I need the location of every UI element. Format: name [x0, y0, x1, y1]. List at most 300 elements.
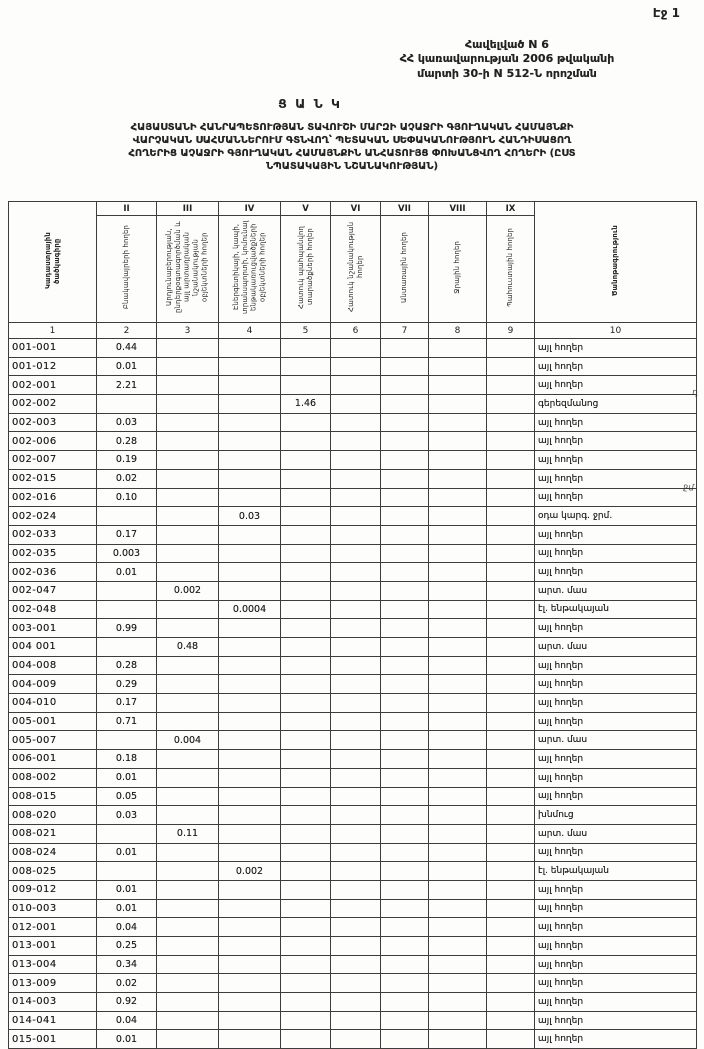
table-row	[9, 993, 697, 1012]
table-row	[9, 712, 697, 731]
cadastral-code-cell: 002-003	[9, 413, 97, 432]
value-cell: 0.92	[97, 993, 157, 1012]
cadastral-code-cell: 002-001	[9, 376, 97, 395]
note-cell: այլ հողեր	[535, 750, 697, 769]
table-row	[9, 768, 697, 787]
value-cell	[381, 899, 429, 918]
value-cell	[331, 488, 381, 507]
column-number: 8	[429, 323, 487, 339]
value-cell	[381, 843, 429, 862]
value-cell	[429, 675, 487, 694]
note-cell: այլ հողեր	[535, 1030, 697, 1049]
table-row	[9, 694, 697, 713]
table-row	[9, 675, 697, 694]
cadastral-code-cell: 004-008	[9, 656, 97, 675]
cadastral-code-cell: 009-012	[9, 880, 97, 899]
note-cell: այլ հողեր	[535, 899, 697, 918]
value-cell	[281, 880, 331, 899]
value-cell: 0.17	[97, 525, 157, 544]
value-cell	[219, 544, 281, 563]
value-cell	[331, 750, 381, 769]
value-cell	[331, 1011, 381, 1030]
value-cell	[487, 469, 535, 488]
value-cell	[219, 750, 281, 769]
value-cell	[487, 731, 535, 750]
value-cell	[381, 824, 429, 843]
value-cell	[381, 451, 429, 470]
value-cell	[487, 563, 535, 582]
value-cell	[429, 750, 487, 769]
value-cell	[219, 880, 281, 899]
note-cell: այլ հողեր	[535, 843, 697, 862]
value-cell	[487, 656, 535, 675]
value-cell	[487, 843, 535, 862]
cadastral-code-cell: 002-048	[9, 600, 97, 619]
value-cell	[487, 357, 535, 376]
cadastral-code-cell: 008-015	[9, 787, 97, 806]
cadastral-code-cell: 013-001	[9, 937, 97, 956]
value-cell	[97, 581, 157, 600]
value-cell: 0.28	[97, 432, 157, 451]
note-cell: այլ հողեր	[535, 880, 697, 899]
value-cell	[331, 675, 381, 694]
decree-line-1: ՀՀ կառավարության 2006 թվականի	[399, 52, 615, 66]
value-cell	[381, 638, 429, 657]
value-cell	[331, 862, 381, 881]
value-cell	[429, 768, 487, 787]
value-cell	[157, 918, 219, 937]
value-cell	[157, 432, 219, 451]
value-cell	[219, 712, 281, 731]
value-cell	[429, 694, 487, 713]
cadastral-code-cell: 010-003	[9, 899, 97, 918]
value-cell	[219, 638, 281, 657]
value-cell: 0.28	[97, 656, 157, 675]
value-cell	[219, 675, 281, 694]
value-cell	[331, 880, 381, 899]
value-cell: 0.34	[97, 955, 157, 974]
value-cell: 0.29	[97, 675, 157, 694]
subtitle-line: ՀՈՂԵՐԻՑ ԱՉԱՋՐԻ ԳՅՈՒՂԱԿԱՆ ՀԱՄԱՅՆՔԻՆ ԱՆՀԱՏՈՒՅՑ ՓՈԽԱՆՑՎՈՂ ՀՈՂԵՐԻ (ԸՍՏ	[128, 148, 576, 159]
value-cell	[331, 638, 381, 657]
value-cell	[331, 451, 381, 470]
value-cell: 0.10	[97, 488, 157, 507]
cadastral-code-cell: 014-003	[9, 993, 97, 1012]
note-cell: արտ. մաս	[535, 638, 697, 657]
value-cell	[331, 469, 381, 488]
value-cell	[381, 488, 429, 507]
table-row	[9, 974, 697, 993]
value-cell	[381, 1011, 429, 1030]
value-cell	[331, 787, 381, 806]
value-cell	[157, 862, 219, 881]
cadastral-code-cell: 002-007	[9, 451, 97, 470]
value-cell: 0.01	[97, 768, 157, 787]
value-cell	[157, 880, 219, 899]
value-cell	[281, 824, 331, 843]
value-cell	[331, 955, 381, 974]
note-cell: օդա կարգ. ջրմ.	[535, 507, 697, 526]
value-cell	[281, 656, 331, 675]
value-cell	[281, 339, 331, 358]
cadastral-code-cell: 015-001	[9, 1030, 97, 1049]
value-cell	[281, 806, 331, 825]
table-row	[9, 937, 697, 956]
note-cell: այլ հողեր	[535, 712, 697, 731]
value-cell	[157, 993, 219, 1012]
value-cell	[381, 694, 429, 713]
value-cell	[429, 395, 487, 414]
value-cell	[429, 600, 487, 619]
table-row	[9, 581, 697, 600]
value-cell: 0.99	[97, 619, 157, 638]
value-cell	[381, 357, 429, 376]
note-cell: արտ. մաս	[535, 581, 697, 600]
note-cell: գերեզմանոց	[535, 395, 697, 414]
value-cell	[487, 937, 535, 956]
value-cell	[157, 787, 219, 806]
value-cell	[219, 488, 281, 507]
value-cell	[281, 918, 331, 937]
table-row	[9, 507, 697, 526]
value-cell	[429, 544, 487, 563]
doc-subtitle	[30, 121, 674, 173]
value-cell	[429, 656, 487, 675]
value-cell	[219, 376, 281, 395]
roman-numeral: VI	[331, 202, 381, 216]
value-cell	[429, 1011, 487, 1030]
cadastral-code-cell: 002-033	[9, 525, 97, 544]
value-cell	[429, 843, 487, 862]
note-cell: արտ. մաս	[535, 731, 697, 750]
value-cell: 0.002	[157, 581, 219, 600]
value-cell	[281, 432, 331, 451]
value-cell	[331, 1030, 381, 1049]
value-cell	[331, 656, 381, 675]
value-cell	[429, 488, 487, 507]
note-cell: այլ հողեր	[535, 619, 697, 638]
value-cell	[487, 824, 535, 843]
value-cell	[429, 413, 487, 432]
value-cell	[157, 469, 219, 488]
note-cell: էլ. ենթակայան	[535, 600, 697, 619]
column-number: 1	[9, 323, 97, 339]
table-row	[9, 955, 697, 974]
column-header: Պահուստային հողեր	[487, 216, 535, 323]
value-cell	[429, 824, 487, 843]
note-cell: այլ հողեր	[535, 469, 697, 488]
value-cell	[157, 843, 219, 862]
value-cell: 0.03	[97, 413, 157, 432]
value-cell	[157, 1011, 219, 1030]
value-cell	[281, 1030, 331, 1049]
value-cell	[381, 955, 429, 974]
column-header: Ջրային հողեր	[429, 216, 487, 323]
value-cell	[331, 918, 381, 937]
value-cell	[487, 544, 535, 563]
table-row	[9, 488, 697, 507]
value-cell	[429, 451, 487, 470]
note-cell: այլ հողեր	[535, 413, 697, 432]
note-cell: այլ հողեր	[535, 357, 697, 376]
column-header: Արդյունաբերության, ընդերքօգտագործման և այլ արտադրական նշանակության օբյեկտների հողեր	[157, 216, 219, 323]
value-cell	[97, 638, 157, 657]
value-cell	[487, 993, 535, 1012]
value-cell	[281, 600, 331, 619]
value-cell: 0.01	[97, 563, 157, 582]
value-cell	[381, 525, 429, 544]
value-cell	[157, 376, 219, 395]
column-header: Հատուկ նշանակության հողեր	[331, 216, 381, 323]
cadastral-code-cell: 001-012	[9, 357, 97, 376]
value-cell	[487, 750, 535, 769]
value-cell	[429, 899, 487, 918]
value-cell: 0.11	[157, 824, 219, 843]
value-cell	[381, 413, 429, 432]
value-cell	[429, 432, 487, 451]
value-cell	[487, 600, 535, 619]
column-number: 4	[219, 323, 281, 339]
cadastral-code-cell: 008-024	[9, 843, 97, 862]
value-cell	[381, 974, 429, 993]
value-cell: 0.17	[97, 694, 157, 713]
value-cell	[381, 880, 429, 899]
value-cell	[487, 974, 535, 993]
column-header: Կադաստրային ծածկագիրը	[9, 202, 97, 323]
value-cell	[487, 787, 535, 806]
value-cell	[487, 525, 535, 544]
value-cell	[331, 413, 381, 432]
value-cell: 0.44	[97, 339, 157, 358]
value-cell	[381, 806, 429, 825]
column-number: 9	[487, 323, 535, 339]
value-cell	[331, 899, 381, 918]
cadastral-code-cell: 004-009	[9, 675, 97, 694]
cadastral-code-cell: 002-047	[9, 581, 97, 600]
table-row	[9, 656, 697, 675]
value-cell	[487, 918, 535, 937]
value-cell	[487, 619, 535, 638]
table-row	[9, 880, 697, 899]
value-cell	[97, 600, 157, 619]
value-cell	[157, 937, 219, 956]
value-cell	[331, 974, 381, 993]
table-row	[9, 806, 697, 825]
value-cell	[219, 525, 281, 544]
table-row	[9, 432, 697, 451]
note-cell: այլ հողեր	[535, 974, 697, 993]
value-cell	[381, 395, 429, 414]
value-cell	[487, 488, 535, 507]
value-cell	[429, 806, 487, 825]
cadastral-code-cell: 013-004	[9, 955, 97, 974]
cadastral-code-cell: 002-002	[9, 395, 97, 414]
value-cell	[281, 750, 331, 769]
value-cell	[487, 880, 535, 899]
value-cell	[219, 563, 281, 582]
value-cell	[219, 955, 281, 974]
value-cell	[429, 993, 487, 1012]
value-cell	[381, 731, 429, 750]
value-cell	[281, 937, 331, 956]
cadastral-code-cell: 002-015	[9, 469, 97, 488]
value-cell	[157, 563, 219, 582]
value-cell	[281, 507, 331, 526]
value-cell	[381, 432, 429, 451]
cadastral-code-cell: 008-002	[9, 768, 97, 787]
value-cell	[381, 544, 429, 563]
cadastral-code-cell: 005-007	[9, 731, 97, 750]
value-cell	[429, 638, 487, 657]
value-cell: 0.02	[97, 974, 157, 993]
value-cell	[429, 357, 487, 376]
value-cell	[219, 1030, 281, 1049]
value-cell	[281, 413, 331, 432]
cadastral-code-cell: 004 001	[9, 638, 97, 657]
value-cell	[487, 451, 535, 470]
note-cell: այլ հողեր	[535, 1011, 697, 1030]
note-cell: այլ հողեր	[535, 937, 697, 956]
note-cell: այլ հողեր	[535, 339, 697, 358]
value-cell	[97, 507, 157, 526]
value-cell	[157, 656, 219, 675]
value-cell	[487, 432, 535, 451]
table-row	[9, 469, 697, 488]
cadastral-code-cell: 002-016	[9, 488, 97, 507]
value-cell	[429, 619, 487, 638]
value-cell	[281, 638, 331, 657]
value-cell	[281, 712, 331, 731]
value-cell	[331, 432, 381, 451]
value-cell	[157, 750, 219, 769]
value-cell	[331, 824, 381, 843]
roman-numeral: III	[157, 202, 219, 216]
cadastral-code-cell: 012-001	[9, 918, 97, 937]
value-cell: 0.01	[97, 899, 157, 918]
value-cell	[381, 768, 429, 787]
value-cell	[219, 619, 281, 638]
note-cell: այլ հողեր	[535, 432, 697, 451]
cadastral-code-cell: 001-001	[9, 339, 97, 358]
note-cell: այլ հողեր	[535, 656, 697, 675]
roman-numeral: IV	[219, 202, 281, 216]
value-cell	[331, 600, 381, 619]
value-cell	[429, 525, 487, 544]
value-cell: 0.01	[97, 1030, 157, 1049]
value-cell	[487, 581, 535, 600]
table-row	[9, 413, 697, 432]
value-cell	[331, 806, 381, 825]
value-cell	[219, 843, 281, 862]
value-cell: 0.19	[97, 451, 157, 470]
value-cell	[381, 619, 429, 638]
value-cell	[219, 937, 281, 956]
cadastral-code-cell: 002-006	[9, 432, 97, 451]
value-cell	[219, 432, 281, 451]
value-cell	[429, 1030, 487, 1049]
note-cell: խնմուց	[535, 806, 697, 825]
value-cell	[331, 731, 381, 750]
value-cell	[157, 525, 219, 544]
value-cell	[219, 918, 281, 937]
subtitle-line: ՎԱՐՉԱԿԱՆ ՍԱՀՄԱՆՆԵՐՈՒՄ ԳՏՆՎՈՂ՝ ՊԵՏԱԿԱՆ ՍԵՓԱԿԱՆՈՒԹՅՈՒՆ ՀԱՆԴԻՍԱՑՈՂ	[132, 135, 572, 146]
value-cell	[331, 339, 381, 358]
value-cell	[281, 843, 331, 862]
value-cell	[429, 918, 487, 937]
value-cell	[487, 339, 535, 358]
value-cell	[281, 451, 331, 470]
table-row	[9, 395, 697, 414]
value-cell	[331, 507, 381, 526]
value-cell	[429, 974, 487, 993]
value-cell	[429, 937, 487, 956]
table-row	[9, 862, 697, 881]
value-cell	[157, 712, 219, 731]
value-cell	[219, 339, 281, 358]
cadastral-code-cell: 014-041	[9, 1011, 97, 1030]
value-cell: 0.71	[97, 712, 157, 731]
value-cell	[157, 675, 219, 694]
subtitle-line: ՆՊԱՏԱԿԱՅԻՆ ՆՇԱՆԱԿՈՒԹՅԱՆ)	[265, 161, 439, 172]
value-cell	[331, 843, 381, 862]
value-cell	[157, 339, 219, 358]
note-cell: այլ հողեր	[535, 376, 697, 395]
value-cell	[381, 469, 429, 488]
value-cell	[429, 563, 487, 582]
cadastral-code-cell: 002-024	[9, 507, 97, 526]
value-cell	[331, 768, 381, 787]
value-cell	[157, 974, 219, 993]
value-cell	[157, 806, 219, 825]
value-cell: 0.48	[157, 638, 219, 657]
value-cell	[487, 395, 535, 414]
value-cell: 0.03	[97, 806, 157, 825]
value-cell: 0.01	[97, 843, 157, 862]
value-cell	[157, 488, 219, 507]
value-cell	[487, 955, 535, 974]
value-cell	[219, 1011, 281, 1030]
value-cell	[487, 862, 535, 881]
table-row	[9, 600, 697, 619]
cadastral-code-cell: 003-001	[9, 619, 97, 638]
table-row	[9, 451, 697, 470]
value-cell	[281, 563, 331, 582]
table-row	[9, 339, 697, 358]
value-cell	[281, 899, 331, 918]
value-cell	[219, 993, 281, 1012]
value-cell	[331, 376, 381, 395]
value-cell	[157, 1030, 219, 1049]
value-cell	[281, 469, 331, 488]
value-cell: 0.01	[97, 357, 157, 376]
value-cell	[381, 712, 429, 731]
value-cell	[219, 768, 281, 787]
note-cell: այլ հողեր	[535, 694, 697, 713]
value-cell: 0.05	[97, 787, 157, 806]
value-cell	[429, 787, 487, 806]
value-cell	[331, 619, 381, 638]
value-cell	[487, 806, 535, 825]
appendix-block	[342, 38, 672, 81]
value-cell	[487, 507, 535, 526]
value-cell	[157, 600, 219, 619]
note-cell: այլ հողեր	[535, 488, 697, 507]
cadastral-code-cell: 013-009	[9, 974, 97, 993]
cadastral-code-cell: 004-010	[9, 694, 97, 713]
table-row	[9, 1030, 697, 1049]
value-cell	[487, 694, 535, 713]
value-cell	[381, 656, 429, 675]
